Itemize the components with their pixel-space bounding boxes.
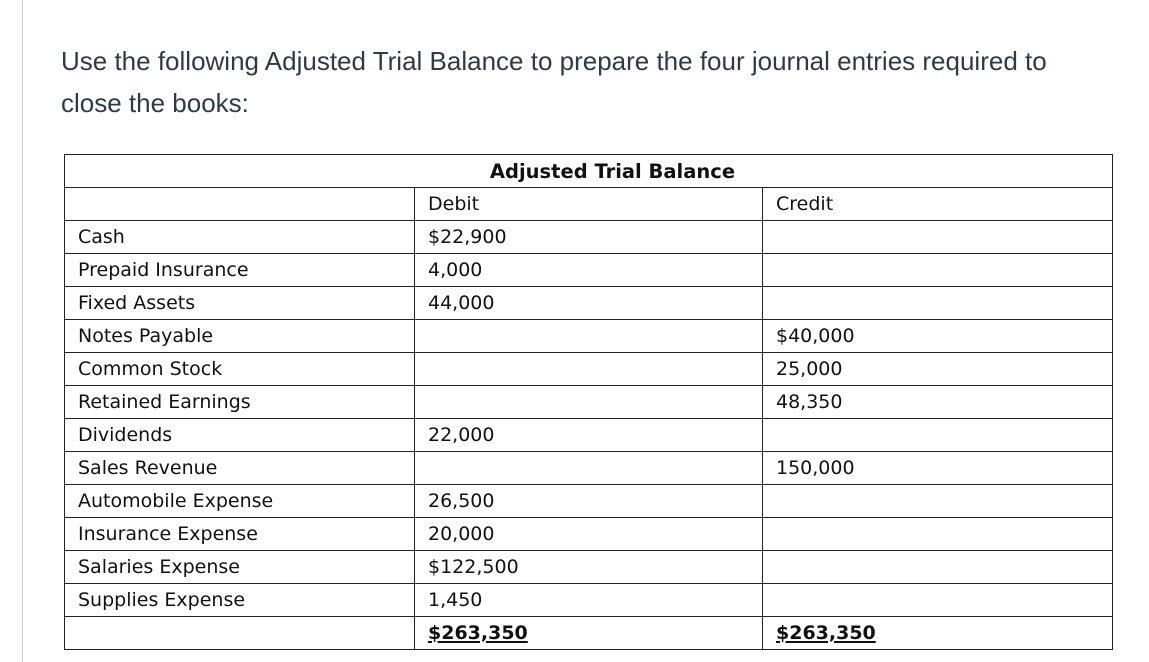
table-row: [65, 551, 1113, 584]
table-row: [65, 254, 1113, 287]
debit-cell: 44,000: [415, 287, 763, 320]
credit-cell: 25,000: [763, 353, 1113, 386]
debit-cell: 20,000: [415, 518, 763, 551]
account-cell: Dividends: [65, 419, 415, 452]
table-row: [65, 353, 1113, 386]
account-cell: Automobile Expense: [65, 485, 415, 518]
account-cell: Salaries Expense: [65, 551, 415, 584]
column-header-account: [65, 188, 415, 221]
account-cell: Fixed Assets: [65, 287, 415, 320]
credit-cell: [763, 221, 1113, 254]
account-cell: Sales Revenue: [65, 452, 415, 485]
table-row: [65, 584, 1113, 617]
question-line-1: Use the following Adjusted Trial Balance to prepare the four journal entries required to: [61, 46, 1047, 76]
table-row: [65, 419, 1113, 452]
credit-cell: 150,000: [763, 452, 1113, 485]
credit-cell: [763, 584, 1113, 617]
total-debit: $263,350: [428, 622, 528, 644]
debit-cell: [415, 452, 763, 485]
debit-cell: [415, 320, 763, 353]
column-header-credit: Credit: [763, 188, 1113, 221]
table-row: [65, 287, 1113, 320]
debit-cell: 22,000: [415, 419, 763, 452]
account-cell: Prepaid Insurance: [65, 254, 415, 287]
table-row: [65, 518, 1113, 551]
debit-cell: [415, 353, 763, 386]
account-cell: Supplies Expense: [65, 584, 415, 617]
table-title-cell: [65, 155, 1113, 188]
account-cell: Common Stock: [65, 353, 415, 386]
credit-cell: [763, 287, 1113, 320]
credit-cell: $40,000: [763, 320, 1113, 353]
debit-cell: 4,000: [415, 254, 763, 287]
credit-cell: [763, 419, 1113, 452]
account-cell: Cash: [65, 221, 415, 254]
totals-label-cell: [65, 617, 415, 650]
column-header-debit: Debit: [415, 188, 763, 221]
debit-cell: 1,450: [415, 584, 763, 617]
debit-cell: 26,500: [415, 485, 763, 518]
question-text: [61, 40, 1131, 124]
total-debit-cell: [415, 617, 763, 650]
total-credit-cell: [763, 617, 1113, 650]
table-row: [65, 221, 1113, 254]
account-cell: Insurance Expense: [65, 518, 415, 551]
table-title-row: [65, 155, 1113, 188]
credit-cell: [763, 518, 1113, 551]
table-row: [65, 452, 1113, 485]
debit-cell: $122,500: [415, 551, 763, 584]
credit-cell: [763, 254, 1113, 287]
credit-cell: [763, 485, 1113, 518]
adjusted-trial-balance-table: [64, 154, 1113, 650]
table-row: [65, 485, 1113, 518]
debit-cell: $22,900: [415, 221, 763, 254]
table-title: Adjusted Trial Balance: [489, 159, 736, 183]
debit-cell: [415, 386, 763, 419]
table-row: [65, 320, 1113, 353]
content-left-border: [22, 0, 23, 662]
total-credit: $263,350: [776, 622, 876, 644]
account-cell: Retained Earnings: [65, 386, 415, 419]
table-row: [65, 386, 1113, 419]
column-header-row: [65, 188, 1113, 221]
credit-cell: [763, 551, 1113, 584]
account-cell: Notes Payable: [65, 320, 415, 353]
totals-row: [65, 617, 1113, 650]
credit-cell: 48,350: [763, 386, 1113, 419]
question-line-2: close the books:: [61, 88, 249, 118]
